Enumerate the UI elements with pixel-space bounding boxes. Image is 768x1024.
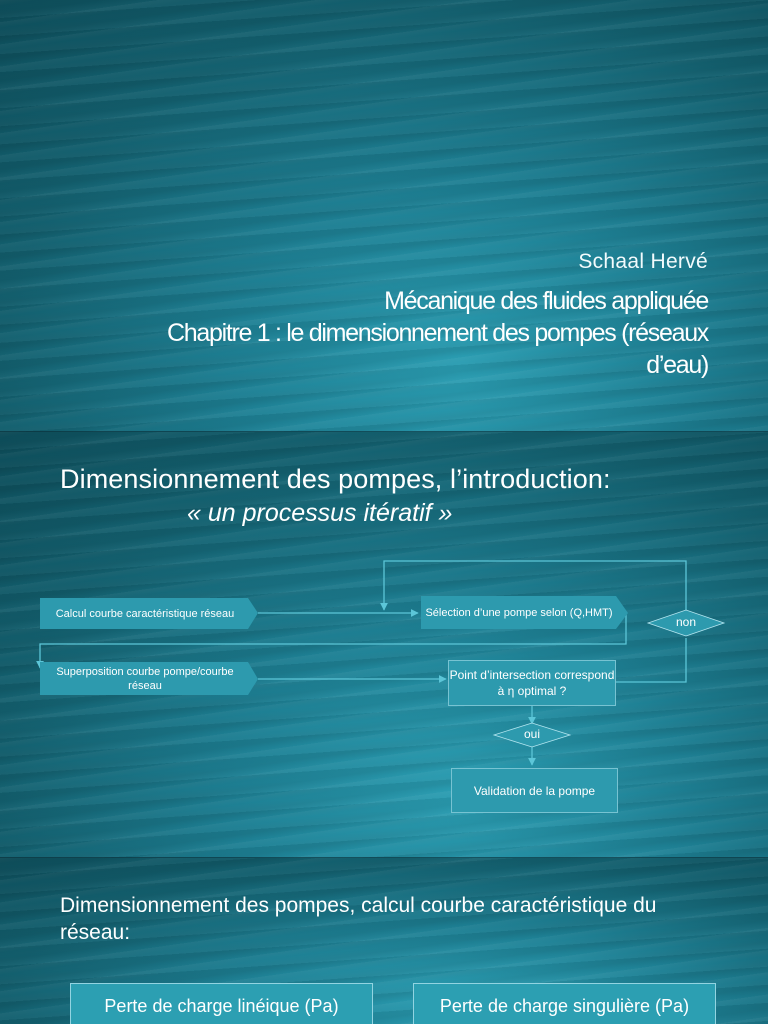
- card-singular-head-loss: Perte de charge singulière (Pa): [413, 983, 716, 1024]
- step-calc-network-curve: Calcul courbe caractéristique réseau: [42, 598, 248, 629]
- slide3-title: Dimensionnement des pompes, calcul courbe caractéristique du réseau:: [60, 894, 657, 944]
- slide2-subtitle: « un processus itératif »: [187, 499, 453, 527]
- decision-non-label: non: [675, 615, 697, 629]
- flowchart-connectors: [0, 432, 768, 858]
- network-curve-slide: [0, 858, 768, 1024]
- slide2-title: Dimensionnement des pompes, l’introduction:: [60, 464, 611, 494]
- course-title-block: [108, 285, 708, 381]
- course-title: Mécanique des fluides appliquée: [384, 287, 708, 315]
- step-select-pump: Sélection d’une pompe selon (Q,HMT): [423, 596, 615, 629]
- step-superposition: Superposition courbe pompe/courbe réseau: [42, 662, 248, 695]
- card-linear-head-loss: Perte de charge linéique (Pa): [70, 983, 373, 1024]
- decision-oui-label: oui: [523, 727, 540, 741]
- chapter-title-line2: d’eau): [646, 351, 708, 379]
- chapter-title-line1: Chapitre 1 : le dimensionnement des pompes (réseaux: [167, 319, 708, 347]
- step-validation: Validation de la pompe: [451, 768, 618, 813]
- step-intersection-check: Point d’intersection correspond à η optimal ?: [448, 660, 616, 706]
- author-name: Schaal Hervé: [578, 250, 708, 273]
- title-slide: [0, 0, 768, 432]
- flowchart-slide: [0, 432, 768, 858]
